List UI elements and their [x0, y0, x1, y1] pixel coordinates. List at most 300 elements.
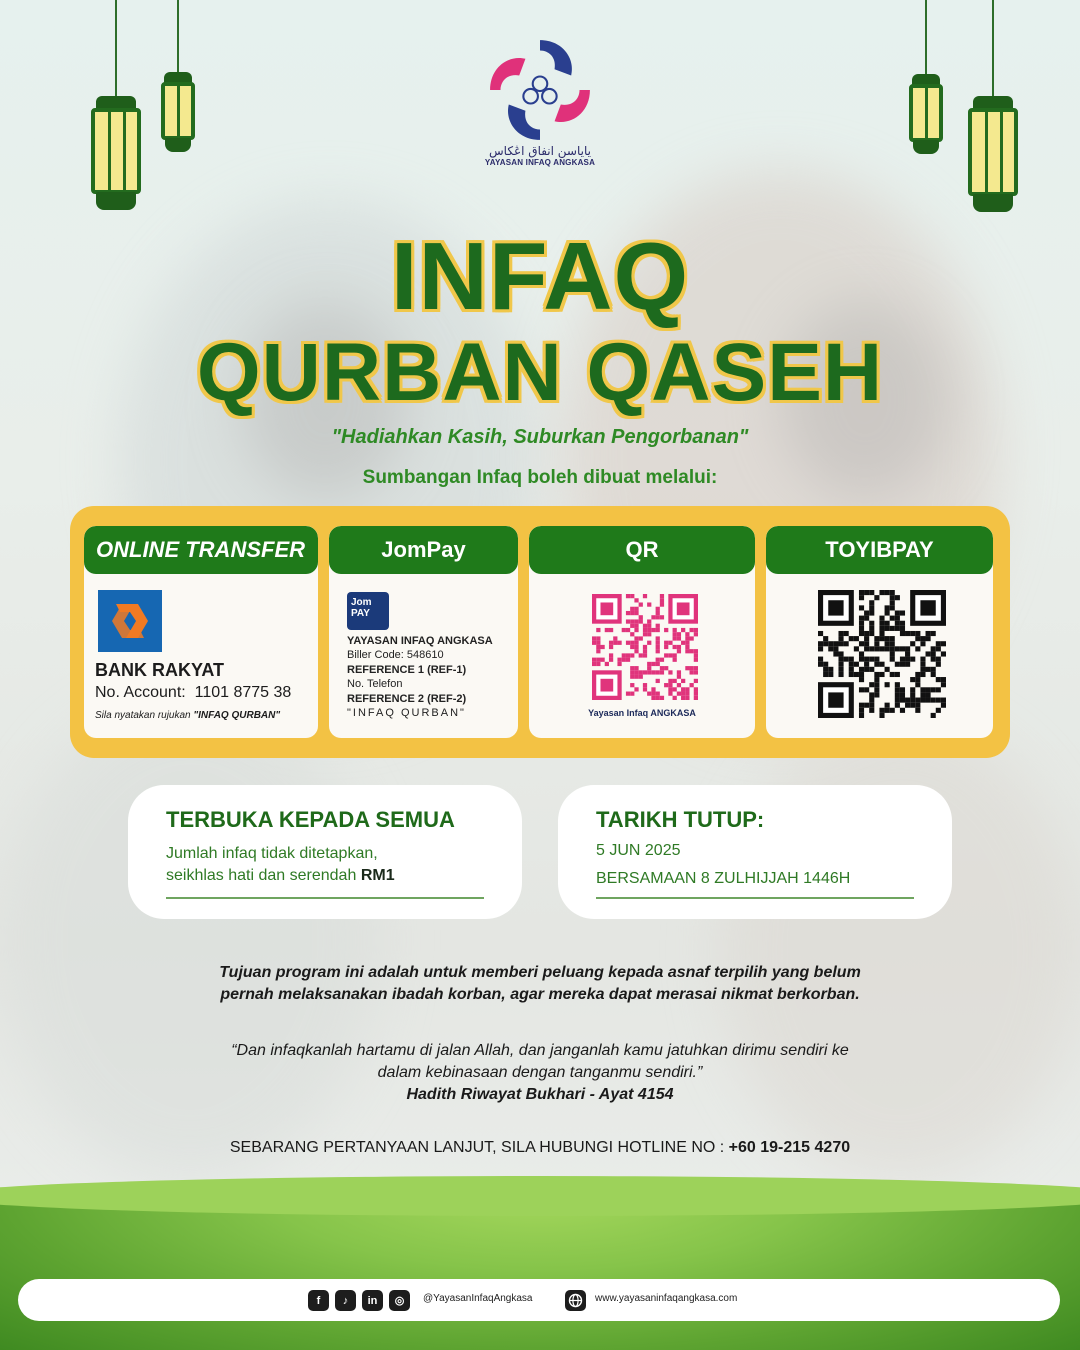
qr-module — [656, 611, 660, 615]
qr-module — [634, 645, 638, 649]
qr-module — [626, 619, 630, 623]
qr-module — [664, 645, 668, 649]
qr-module — [639, 653, 643, 657]
qr-module — [609, 653, 613, 657]
qr-module — [673, 679, 677, 683]
qr-module — [626, 611, 630, 615]
toyibpay-heading: TOYIBPAY — [766, 526, 993, 574]
qr-module — [885, 605, 890, 610]
qr-module — [668, 683, 672, 687]
qr-module — [605, 628, 609, 632]
qr-module — [656, 696, 660, 700]
qr-module — [694, 628, 698, 632]
qr-module — [844, 657, 849, 662]
qr-module — [630, 675, 634, 679]
online-transfer-heading: ONLINE TRANSFER — [84, 526, 318, 574]
social-handle[interactable]: @YayasanInfaqAngkasa — [423, 1293, 533, 1304]
qr-module — [596, 636, 600, 640]
qr-module — [651, 692, 655, 696]
qr-module — [910, 703, 915, 708]
qr-module — [668, 641, 672, 645]
qr-module — [869, 692, 874, 697]
qr-module — [656, 670, 660, 674]
qr-module — [630, 641, 634, 645]
qr-module — [630, 692, 634, 696]
qr-module — [885, 708, 890, 713]
qr-module — [681, 679, 685, 683]
qr-module — [634, 636, 638, 640]
instagram-icon[interactable]: ◎ — [389, 1290, 410, 1311]
qr-module — [859, 631, 864, 636]
qr-module — [859, 667, 864, 672]
qr-module — [890, 626, 895, 631]
qr-module — [664, 683, 668, 687]
qr-finder-pattern — [828, 600, 843, 615]
qr-module — [685, 632, 689, 636]
lantern-icon — [88, 0, 144, 216]
qr-module — [690, 636, 694, 640]
qr-module — [854, 662, 859, 667]
qr-module — [869, 621, 874, 626]
qr-module — [859, 595, 864, 600]
qr-module — [673, 636, 677, 640]
qr-module — [818, 657, 823, 662]
qr-module — [634, 628, 638, 632]
qr-module — [941, 641, 946, 646]
qr-module — [833, 646, 838, 651]
qr-module — [920, 687, 925, 692]
qr-module — [596, 658, 600, 662]
qr-module — [879, 590, 884, 595]
qr-module — [634, 675, 638, 679]
qr-module — [677, 670, 681, 674]
qr-module — [838, 636, 843, 641]
qr-module — [931, 667, 936, 672]
qr-module — [879, 636, 884, 641]
qr-module — [685, 696, 689, 700]
open-to-all-title: TERBUKA KEPADA SEMUA — [166, 807, 455, 832]
qr-module — [626, 692, 630, 696]
qr-module — [900, 631, 905, 636]
qr-module — [879, 708, 884, 713]
qr-module — [854, 636, 859, 641]
qr-module — [647, 692, 651, 696]
qr-module — [936, 657, 941, 662]
qr-module — [920, 641, 925, 646]
qr-module — [869, 626, 874, 631]
qr-module — [854, 672, 859, 677]
footer-bar — [18, 1279, 1060, 1321]
qr-module — [869, 698, 874, 703]
qr-module — [651, 696, 655, 700]
qr-module — [931, 646, 936, 651]
qr-module — [647, 602, 651, 606]
qr-module — [900, 610, 905, 615]
qr-module — [656, 607, 660, 611]
qr-module — [874, 636, 879, 641]
account-value: 1101 8775 38 — [194, 684, 292, 701]
facebook-icon[interactable]: f — [308, 1290, 329, 1311]
qr-module — [838, 662, 843, 667]
qr-module — [864, 590, 869, 595]
account-label: No. Account: — [95, 684, 186, 701]
qr-module — [910, 631, 915, 636]
qr-module — [844, 631, 849, 636]
linkedin-icon[interactable]: in — [362, 1290, 383, 1311]
closing-date: 5 JUN 2025 — [596, 842, 681, 859]
qr-module — [864, 616, 869, 621]
qr-module — [920, 657, 925, 662]
qr-module — [622, 653, 626, 657]
lantern-icon — [160, 0, 196, 156]
qr-module — [936, 708, 941, 713]
purpose-line1: Tujuan program ini adalah untuk memberi peluang kepada asnaf terpilih yang belum — [219, 964, 861, 981]
qr-module — [838, 672, 843, 677]
qr-module — [910, 657, 915, 662]
qr-module — [864, 646, 869, 651]
qr-module — [926, 692, 931, 697]
qr-module — [874, 595, 879, 600]
qr-module — [639, 615, 643, 619]
open-to-all-line1: Jumlah infaq tidak ditetapkan, — [166, 845, 378, 862]
qr-module — [859, 657, 864, 662]
qr-module — [905, 703, 910, 708]
qr-module — [818, 646, 823, 651]
qr-module — [936, 662, 941, 667]
qr-module — [592, 636, 596, 640]
qr-module — [920, 672, 925, 677]
qr-module — [694, 687, 698, 691]
qr-module — [941, 682, 946, 687]
qr-module — [600, 658, 604, 662]
divider — [166, 897, 484, 899]
qr-module — [931, 651, 936, 656]
qr-module — [879, 626, 884, 631]
qr-module — [651, 687, 655, 691]
qr-module — [647, 628, 651, 632]
qr-module — [915, 698, 920, 703]
qr-module — [634, 607, 638, 611]
qr-module — [673, 653, 677, 657]
qr-module — [926, 636, 931, 641]
qr-module — [859, 713, 864, 718]
qr-module — [630, 645, 634, 649]
qr-module — [900, 621, 905, 626]
grass-field — [0, 1190, 1080, 1350]
qr-module — [643, 594, 647, 598]
qr-module — [890, 595, 895, 600]
jompay-logo — [347, 592, 389, 630]
qr-module — [647, 632, 651, 636]
qr-module — [630, 594, 634, 598]
reference-note-prefix: Sila nyatakan rujukan — [95, 710, 191, 721]
qr-module — [626, 628, 630, 632]
qr-module — [879, 646, 884, 651]
duitnow-qr-code[interactable] — [591, 594, 699, 700]
qr-module — [639, 602, 643, 606]
tiktok-icon[interactable]: ♪ — [335, 1290, 356, 1311]
toyibpay-card — [766, 526, 993, 738]
qr-module — [905, 646, 910, 651]
qr-module — [926, 698, 931, 703]
qr-module — [859, 672, 864, 677]
qr-module — [936, 698, 941, 703]
qr-module — [622, 628, 626, 632]
qr-module — [910, 641, 915, 646]
qr-module — [643, 632, 647, 636]
qr-module — [931, 713, 936, 718]
qr-module — [926, 667, 931, 672]
qr-module — [885, 621, 890, 626]
qr-module — [864, 687, 869, 692]
account-number — [95, 684, 291, 702]
qr-module — [859, 651, 864, 656]
qr-module — [849, 636, 854, 641]
qr-module — [905, 662, 910, 667]
qr-module — [823, 636, 828, 641]
qr-module — [823, 667, 828, 672]
program-purpose — [0, 962, 1080, 1006]
qr-module — [823, 641, 828, 646]
qr-module — [677, 636, 681, 640]
qr-module — [936, 646, 941, 651]
qr-module — [838, 651, 843, 656]
qr-module — [596, 662, 600, 666]
payment-intro: Sumbangan Infaq boleh dibuat melalui: — [362, 467, 718, 488]
bank-rakyat-logo — [98, 590, 162, 652]
qr-module — [630, 653, 634, 657]
qr-module — [668, 687, 672, 691]
qr-module — [643, 624, 647, 628]
qr-module — [592, 662, 596, 666]
open-to-all-card — [128, 785, 522, 919]
qr-module — [885, 626, 890, 631]
qr-module — [660, 670, 664, 674]
qr-module — [869, 590, 874, 595]
qr-module — [823, 672, 828, 677]
reference-note — [95, 710, 280, 721]
qr-module — [869, 646, 874, 651]
quote-line2: dalam kebinasaan dengan tanganmu sendiri.” — [377, 1064, 703, 1081]
minimum-amount: RM1 — [360, 867, 395, 884]
qr-module — [936, 687, 941, 692]
online-transfer-card — [84, 526, 318, 738]
reference-note-value: "INFAQ QURBAN" — [193, 710, 281, 721]
qr-caption: Yayasan Infaq ANGKASA — [588, 708, 696, 718]
qr-module — [859, 605, 864, 610]
qr-module — [677, 683, 681, 687]
qr-module — [660, 594, 664, 598]
qr-module — [596, 641, 600, 645]
qr-module — [890, 646, 895, 651]
qr-module — [664, 628, 668, 632]
qr-module — [915, 631, 920, 636]
qr-module — [647, 624, 651, 628]
qr-module — [694, 632, 698, 636]
qr-module — [609, 658, 613, 662]
tagline: "Hadiahkan Kasih, Suburkan Pengorbanan" — [331, 426, 749, 448]
qr-module — [859, 677, 864, 682]
qr-module — [885, 590, 890, 595]
bank-name: BANK RAKYAT — [95, 660, 225, 680]
qr-module — [920, 698, 925, 703]
qr-module — [634, 670, 638, 674]
qr-module — [874, 672, 879, 677]
globe-icon[interactable] — [565, 1290, 586, 1311]
qr-module — [694, 670, 698, 674]
qr-module — [634, 666, 638, 670]
jompay-ref1: REFERENCE 1 (REF-1) — [347, 663, 467, 676]
qr-module — [626, 653, 630, 657]
qr-module — [941, 703, 946, 708]
qr-module — [617, 641, 621, 645]
qr-module — [634, 619, 638, 623]
qr-module — [651, 615, 655, 619]
qr-module — [941, 651, 946, 656]
qr-module — [905, 651, 910, 656]
qr-module — [890, 616, 895, 621]
qr-module — [685, 645, 689, 649]
qr-module — [885, 682, 890, 687]
qr-module — [668, 679, 672, 683]
qr-module — [859, 708, 864, 713]
qr-module — [920, 662, 925, 667]
jompay-logo-line1: Jom — [351, 597, 372, 608]
qr-module — [920, 636, 925, 641]
qr-module — [660, 602, 664, 606]
qr-module — [849, 672, 854, 677]
qr-module — [864, 667, 869, 672]
qr-module — [685, 641, 689, 645]
qr-module — [681, 692, 685, 696]
qr-module — [828, 646, 833, 651]
qr-module — [643, 683, 647, 687]
qr-module — [668, 653, 672, 657]
qr-module — [694, 653, 698, 657]
qr-module — [673, 632, 677, 636]
jompay-payee: YAYASAN INFAQ ANGKASA — [347, 635, 493, 647]
qr-module — [905, 631, 910, 636]
qr-module — [859, 590, 864, 595]
qr-module — [828, 672, 833, 677]
yayasan-infaq-angkasa-logo — [488, 38, 592, 142]
qr-module — [651, 662, 655, 666]
qr-module — [885, 667, 890, 672]
qr-module — [690, 628, 694, 632]
qr-module — [823, 662, 828, 667]
qr-module — [690, 670, 694, 674]
qr-module — [900, 687, 905, 692]
qr-module — [630, 607, 634, 611]
qr-module — [609, 645, 613, 649]
qr-module — [605, 662, 609, 666]
hotline-number[interactable]: +60 19-215 4270 — [728, 1139, 851, 1156]
qr-module — [660, 666, 664, 670]
qr-module — [681, 628, 685, 632]
qr-module — [609, 628, 613, 632]
jompay-biller-code: Biller Code: 548610 — [347, 649, 444, 662]
qr-module — [879, 621, 884, 626]
open-to-all-line2 — [166, 867, 395, 885]
qr-module — [895, 698, 900, 703]
page-subtitle-title: QURBAN QASEH — [196, 327, 884, 418]
qr-module — [900, 646, 905, 651]
toyibpay-qr-code[interactable] — [818, 590, 946, 718]
qr-module — [600, 645, 604, 649]
qr-module — [895, 610, 900, 615]
qr-module — [859, 687, 864, 692]
qr-module — [859, 626, 864, 631]
qr-module — [915, 708, 920, 713]
qr-module — [828, 641, 833, 646]
qr-module — [915, 703, 920, 708]
qr-module — [864, 703, 869, 708]
qr-module — [910, 692, 915, 697]
qr-heading: QR — [529, 526, 755, 574]
qr-finder-pattern — [600, 602, 613, 615]
qr-module — [895, 595, 900, 600]
qr-module — [859, 703, 864, 708]
qr-module — [613, 636, 617, 640]
qr-module — [664, 653, 668, 657]
closing-date-hijri: BERSAMAAN 8 ZULHIJJAH 1446H — [596, 870, 851, 887]
qr-module — [900, 708, 905, 713]
qr-module — [639, 619, 643, 623]
qr-module — [890, 600, 895, 605]
website-link[interactable]: www.yayasaninfaqangkasa.com — [595, 1293, 738, 1304]
qr-module — [656, 662, 660, 666]
qr-module — [895, 703, 900, 708]
contact-text: SEBARANG PERTANYAAN LANJUT, SILA HUBUNGI HOTLINE NO : — [229, 1139, 725, 1156]
qr-module — [664, 641, 668, 645]
qr-module — [900, 698, 905, 703]
qr-module — [634, 598, 638, 602]
org-name: YAYASAN INFAQ ANGKASA — [484, 158, 596, 167]
qr-module — [673, 696, 677, 700]
qr-module — [677, 675, 681, 679]
qr-module — [890, 636, 895, 641]
qr-module — [900, 662, 905, 667]
qr-module — [833, 641, 838, 646]
qr-module — [885, 646, 890, 651]
jompay-ref2-value: "INFAQ QURBAN" — [347, 707, 466, 720]
lantern-icon — [966, 0, 1020, 220]
qr-module — [630, 670, 634, 674]
qr-module — [874, 677, 879, 682]
qr-finder-pattern — [600, 679, 613, 692]
qr-module — [890, 651, 895, 656]
qr-module — [885, 703, 890, 708]
qr-module — [931, 631, 936, 636]
qr-module — [885, 610, 890, 615]
qr-module — [673, 687, 677, 691]
qr-module — [838, 657, 843, 662]
qr-module — [818, 631, 823, 636]
qr-module — [869, 610, 874, 615]
qr-module — [630, 611, 634, 615]
qr-module — [890, 605, 895, 610]
qr-module — [656, 649, 660, 653]
qr-module — [874, 646, 879, 651]
qr-module — [596, 645, 600, 649]
qr-module — [926, 687, 931, 692]
qr-module — [677, 632, 681, 636]
qr-module — [685, 649, 689, 653]
qr-module — [931, 657, 936, 662]
qr-module — [681, 687, 685, 691]
qr-module — [869, 600, 874, 605]
qr-module — [854, 646, 859, 651]
